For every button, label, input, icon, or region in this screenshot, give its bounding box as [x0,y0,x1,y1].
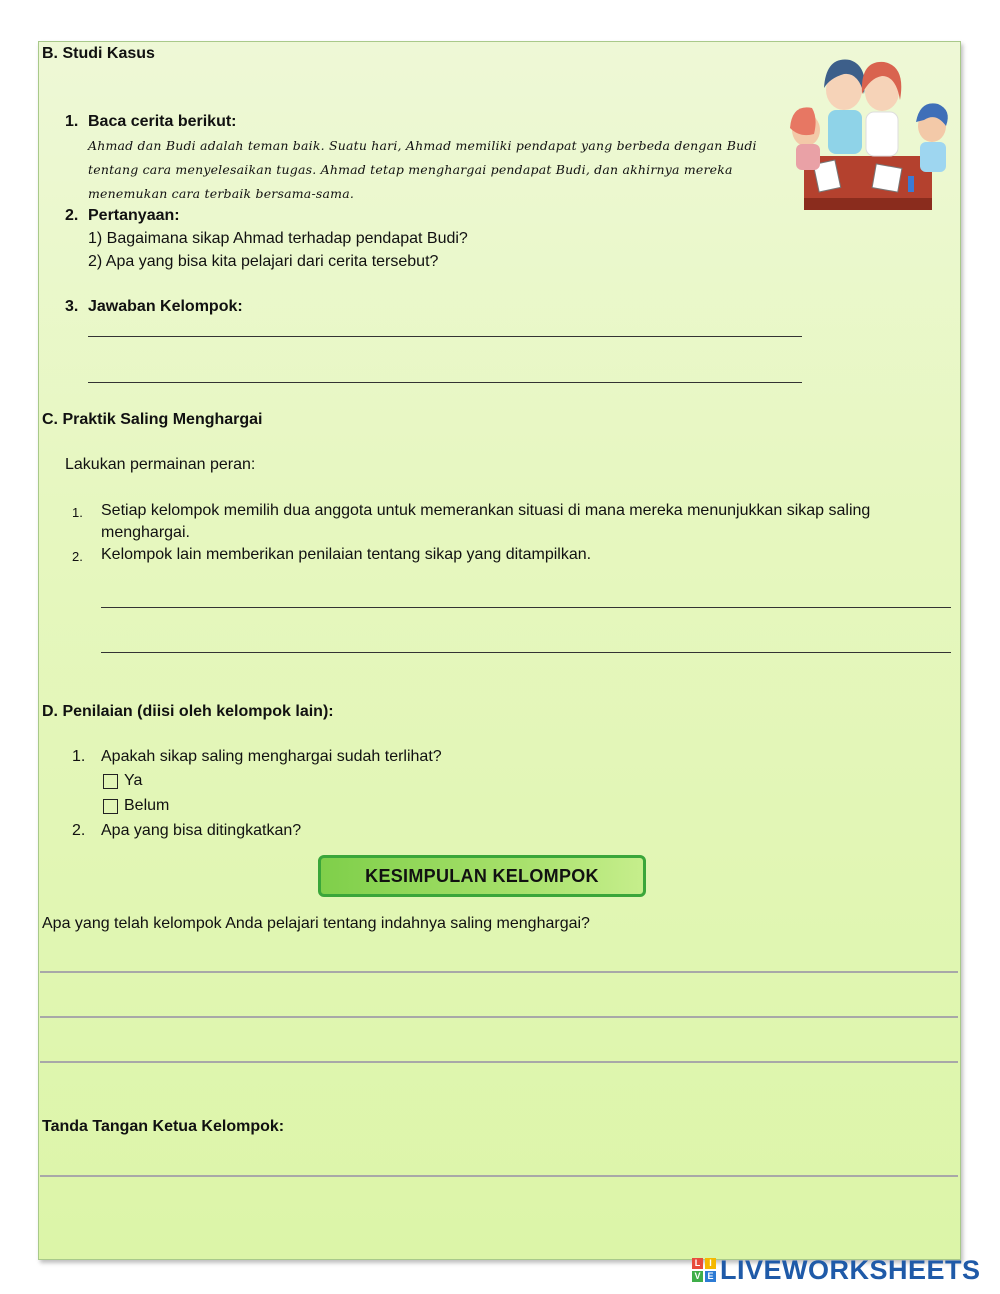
story-line: menemukan cara terbaik bersama-sama. [88,186,355,201]
option-ya[interactable] [103,771,142,791]
signature-label: Tanda Tangan Ketua Kelompok: [42,1118,285,1135]
question-1: 1) Bagaimana sikap Ahmad terhadap pendapat Budi? [88,230,468,247]
question-2: 2) Apa yang bisa kita pelajari dari cerita tersebut? [88,253,439,270]
answer-line[interactable] [101,652,951,653]
logo-mark-icon: L I V E [692,1258,716,1282]
section-b-title: B. Studi Kasus [42,45,155,62]
logo-text: LIVEWORKSHEETS [720,1254,981,1285]
story-line: tentang cara menyelesaikan tugas. Ahmad tetap menghargai pendapat Budi, dan akhirnya mereka [88,162,733,177]
item3-number: 3. [65,298,79,315]
answer-line[interactable] [101,607,951,608]
section-c-title: C. Praktik Saling Menghargai [42,411,263,428]
assessment-q1-text: Apakah sikap saling menghargai sudah terlihat? [101,748,442,765]
option-belum[interactable] [103,796,169,816]
story-line: Ahmad dan Budi adalah teman baik. Suatu hari, Ahmad memiliki pendapat yang berbeda dengan Budi [88,138,757,153]
conclusion-question: Apa yang telah kelompok Anda pelajari tentang indahnya saling menghargai? [42,915,590,932]
checkbox-icon[interactable] [103,799,118,814]
kesimpulan-banner: KESIMPULAN KELOMPOK [318,855,646,897]
step-1-number: 1. [72,505,83,520]
item3-label: Jawaban Kelompok: [88,298,243,315]
item2-label: Pertanyaan: [88,207,180,224]
step-1-line: menghargai. [101,524,190,541]
assessment-q2-text: Apa yang bisa ditingkatkan? [101,822,302,839]
step-1-line: Setiap kelompok memilih dua anggota untuk memerankan situasi di mana mereka menunjukkan sikap saling [101,502,871,519]
item2-number: 2. [65,207,79,224]
answer-line[interactable] [88,382,802,383]
item1-label: Baca cerita berikut: [88,113,237,130]
conclusion-answer-line[interactable] [40,971,958,973]
story-text [88,134,784,206]
item1-number: 1. [65,113,79,130]
answer-line[interactable] [88,336,802,337]
signature-line[interactable] [40,1175,958,1177]
conclusion-answer-line[interactable] [40,1016,958,1018]
step-2-line: Kelompok lain memberikan penilaian tentang sikap yang ditampilkan. [101,546,592,563]
option-label: Ya [124,772,143,789]
liveworksheets-logo [692,1256,981,1284]
checkbox-icon[interactable] [103,774,118,789]
assessment-q1-number: 1. [72,748,86,765]
option-label: Belum [124,797,170,814]
assessment-q2-number: 2. [72,822,86,839]
step-2-number: 2. [72,549,83,564]
section-d-title: D. Penilaian (diisi oleh kelompok lain): [42,703,334,720]
conclusion-answer-line[interactable] [40,1061,958,1063]
children-group-illustration [786,48,954,220]
section-c-intro: Lakukan permainan peran: [65,456,256,473]
